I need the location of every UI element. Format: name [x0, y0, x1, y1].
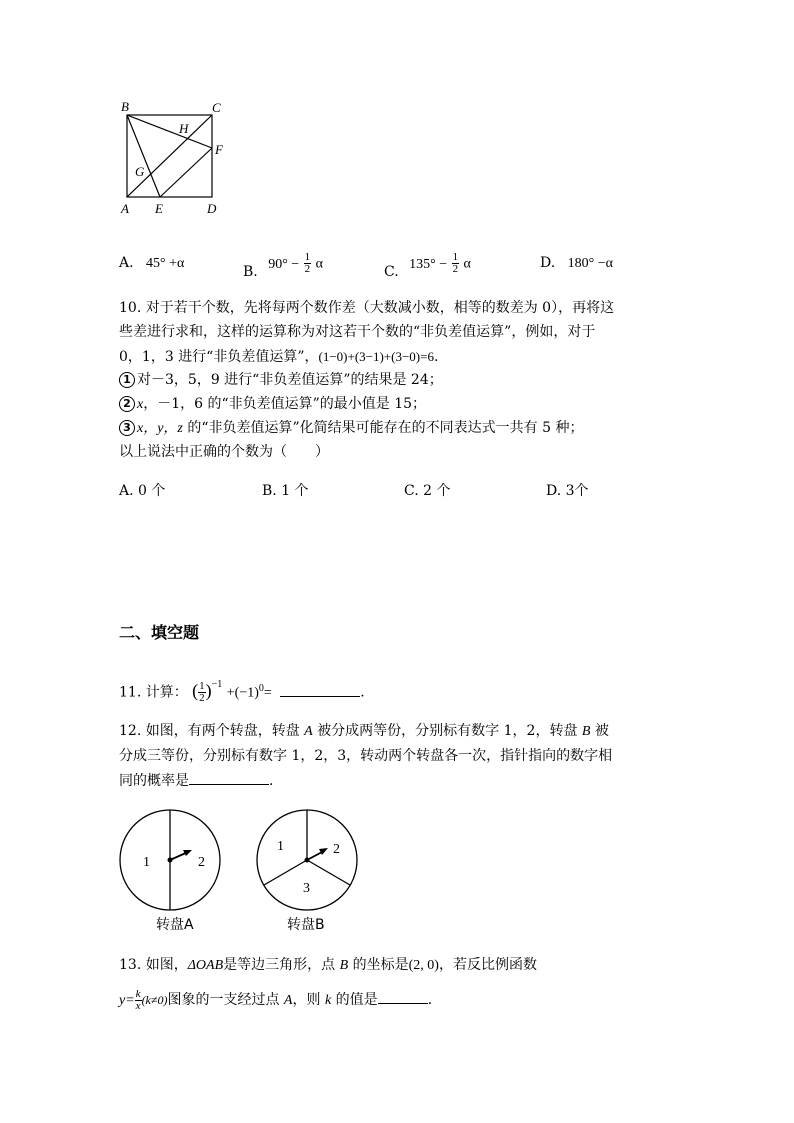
q9-option-b: B. 90° − $\frac{1}{2}$ α	[243, 251, 323, 280]
section-title: 二、填空题	[119, 623, 200, 642]
diagonal-ac	[127, 115, 212, 197]
q9-option-a: A. 45° +α	[119, 255, 185, 271]
q10-line3: 0，1，3 进行“非负差值运算”，(1−0)+(3−1)+(3−0)=6.	[119, 349, 439, 365]
q10-option-c: C. 2 个	[404, 483, 451, 499]
spinner-b-number-3: 3	[303, 881, 310, 896]
spinner-a-caption: 转盘A	[156, 917, 194, 933]
spinner-a	[118, 808, 222, 912]
q10-option-d: D. 3个	[546, 483, 589, 499]
spinner-b-number-2: 2	[333, 842, 340, 857]
label-f: F	[215, 142, 223, 157]
spinner-b-divider-right	[307, 860, 350, 885]
spinner-b-number-1: 1	[277, 839, 284, 854]
segment-bf	[127, 115, 212, 148]
answer-blank-q11[interactable]	[280, 682, 360, 697]
q10-line1: 10. 对于若干个数，先将每两个数作差（大数减小数，相等的数差为 0），再将这	[119, 300, 615, 316]
label-e: E	[155, 201, 163, 216]
q10-statement-2: 2 x，－1，6 的“非负差值运算”的最小值是 15；	[119, 393, 426, 416]
q10-question: 以上说法中正确的个数为（ ）	[119, 444, 329, 460]
spinner-a-number-1: 1	[143, 855, 150, 870]
circled-number-3: 3	[119, 420, 135, 436]
q10-statement-1: 1 对－3，5，9 进行“非负差值运算”的结果是 24；	[119, 369, 443, 392]
q11: 11. 计算： ( $\frac{1}{2}$ )$^{-1} +(-1)^0=$ .	[119, 679, 365, 705]
label-g: G	[135, 164, 145, 179]
q13-line2: y= $\frac{k}{x}$ (k≠0)图象的一支经过点 A，则 k 的值是 .	[119, 987, 433, 1012]
q12-line2: 分成三等份，分别标有数字 1，2，3，转动两个转盘各一次，指针指向的数字相	[119, 748, 613, 764]
spinner-b-divider-left	[264, 860, 307, 885]
circled-number-2: 2	[119, 396, 135, 412]
label-a: A	[121, 201, 129, 216]
q13-line1: 13. 如图，ΔOAB是等边三角形，点 B 的坐标是(2, 0)，若反比例函数	[119, 957, 537, 973]
label-d: D	[207, 201, 217, 216]
answer-blank-q13[interactable]	[378, 989, 428, 1004]
spinner-b	[255, 808, 359, 912]
q10-option-b: B. 1 个	[262, 483, 309, 499]
q10-line2: 些差进行求和，这样的运算称为对这若干个数的“非负差值运算”，例如，对于	[119, 324, 596, 340]
segment-ef	[160, 148, 212, 197]
square-figure	[112, 96, 242, 222]
spinner-b-caption: 转盘B	[287, 917, 325, 933]
q9-option-d: D. 180° −α	[540, 255, 613, 271]
label-h: H	[179, 121, 189, 136]
label-b: B	[121, 99, 129, 114]
q12-line3: 同的概率是 .	[119, 770, 273, 793]
q10-option-a: A. 0 个	[119, 483, 166, 499]
label-c: C	[212, 100, 221, 115]
segment-be	[127, 115, 160, 197]
q12-line1: 12. 如图，有两个转盘，转盘 A 被分成两等份，分别标有数字 1，2，转盘 B 被	[119, 723, 609, 739]
q10-statement-3: 3 x，y，z 的“非负差值运算”化简结果可能存在的不同表达式一共有 5 种；	[119, 417, 583, 440]
spinner-a-number-2: 2	[198, 855, 205, 870]
answer-blank-q12[interactable]	[189, 770, 269, 785]
circled-number-1: 1	[119, 372, 135, 388]
q9-option-c: C. 135° − $\frac{1}{2}$ α	[384, 251, 471, 280]
